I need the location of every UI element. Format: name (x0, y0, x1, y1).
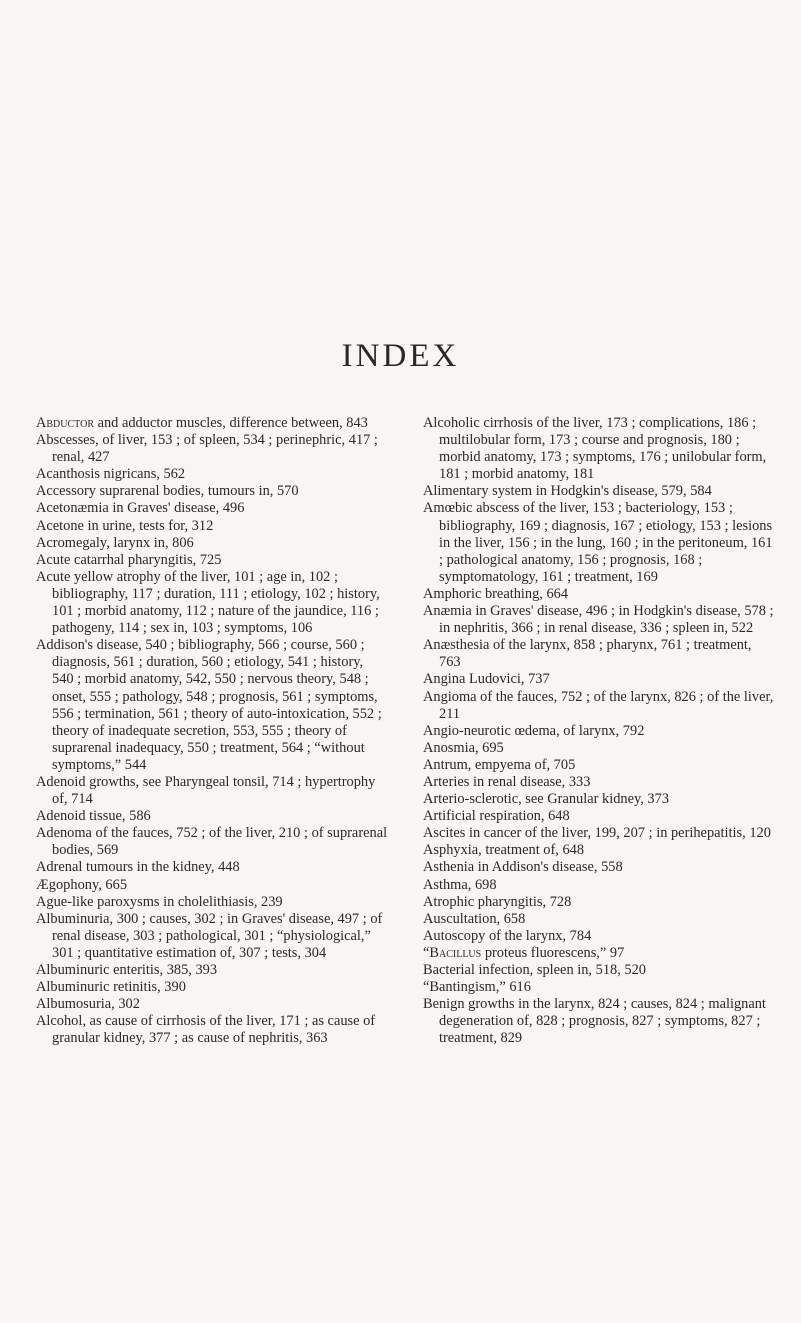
entry-head: Abductor (36, 415, 94, 431)
index-entry: Angina Ludovici, 737 (423, 671, 550, 688)
index-entry: Arteries in renal disease, 333 (423, 773, 591, 790)
index-entry: Albumosuria, 302 (36, 996, 140, 1013)
index-entry (423, 945, 775, 962)
index-entry: Alimentary system in Hodgkin's disease, 579, 584 (423, 483, 712, 500)
index-entry: Angioma of the fauces, 752 ; of the larynx, 826 ; of the liver, 211 (423, 688, 774, 722)
index-entry: Acanthosis nigricans, 562 (36, 466, 186, 483)
index-entry: Acetone in urine, tests for, 312 (36, 517, 214, 534)
index-entry: Benign growths in the larynx, 824 ; causes, 824 ; malignant degeneration of, 828 ; prognosis, 827 ; symptoms, 827 ; treatment, 829 (423, 996, 766, 1047)
index-entry: Asthenia in Addison's disease, 558 (423, 859, 623, 876)
index-entry: Acromegaly, larynx in, 806 (36, 534, 194, 551)
index-entry: Artificial respiration, 648 (423, 808, 570, 825)
index-entry: Antrum, empyema of, 705 (423, 756, 576, 773)
index-entry: Arterio-sclerotic, see Granular kidney, 373 (423, 791, 670, 808)
index-entry: Atrophic pharyngitis, 728 (423, 893, 572, 910)
index-entry: Ægophony, 665 (36, 876, 128, 893)
index-entry: Abscesses, of liver, 153 ; of spleen, 534 ; perinephric, 417 ; renal, 427 (36, 432, 378, 466)
index-entry: Anæsthesia of the larynx, 858 ; pharynx, 761 ; treatment, 763 (423, 637, 752, 671)
index-entry: Albuminuric enteritis, 385, 393 (36, 962, 218, 978)
index-column-right (423, 415, 775, 1047)
index-entry: Adenoma of the fauces, 752 ; of the liver, 210 ; of suprarenal bodies, 569 (36, 825, 388, 859)
index-entry: Angio-neurotic œdema, of larynx, 792 (423, 722, 645, 739)
entry-head: “Bacillus (423, 944, 482, 961)
index-entry: Adrenal tumours in the kidney, 448 (36, 859, 240, 876)
index-entry: Adenoid growths, see Pharyngeal tonsil, 714 ; hypertrophy of, 714 (36, 773, 376, 808)
index-entry: Adenoid tissue, 586 (36, 808, 151, 825)
index-entry: Autoscopy of the larynx, 784 (423, 927, 592, 944)
index-entry: Amphoric breathing, 664 (423, 585, 569, 602)
index-entry: Ascites in cancer of the liver, 199, 207 ; in perihepatitis, 120 (423, 825, 771, 842)
index-entry: Anosmia, 695 (423, 739, 504, 756)
index-entry: “Bantingism,” 616 (423, 979, 531, 996)
entry-text: and adductor muscles, difference between, 843 (94, 415, 368, 431)
index-entry: Acute yellow atrophy of the liver, 101 ; age in, 102 ; bibliography, 117 ; duration, 111 ; etiology, 102 ; history, 101 ; morbid anatomy, 112 ; nature of the jaundice, 116 ; pathogeny, 114 ; sex in, 103 ; symptoms, 106 (36, 568, 380, 637)
index-entry: Alcoholic cirrhosis of the liver, 173 ; complications, 186 ; multilobular form, 173 ; course and prognosis, 180 ; morbid anatomy, 173 ; symptoms, 176 ; unilobular form, 181 ; morbid anatomy, 181 (423, 415, 767, 483)
index-entry: Asthma, 698 (423, 876, 497, 893)
index-entry: Bacterial infection, spleen in, 518, 520 (423, 962, 646, 978)
index-entry: Alcohol, as cause of cirrhosis of the liver, 171 ; as cause of granular kidney, 377 ; as cause of nephritis, 363 (36, 1013, 376, 1047)
index-entry: Ague-like paroxysms in cholelithiasis, 239 (36, 893, 283, 910)
index-entry: Albuminuric retinitis, 390 (36, 979, 186, 996)
index-entry: Albuminuria, 300 ; causes, 302 ; in Graves' disease, 497 ; of renal disease, 303 ; pathological, 301 ; “physiological,” 301 ; quantitative estimation of, 307 ; tests, 304 (36, 910, 383, 961)
index-entry: Acetonæmia in Graves' disease, 496 (36, 500, 245, 517)
index-entry: Anæmia in Graves' disease, 496 ; in Hodgkin's disease, 578 ; in nephritis, 366 ; in renal disease, 336 ; spleen in, 522 (423, 603, 774, 637)
index-entry: Auscultation, 658 (423, 910, 526, 927)
index-entry: Asphyxia, treatment of, 648 (423, 842, 585, 859)
index-entry: Addison's disease, 540 ; bibliography, 566 ; course, 560 ; diagnosis, 561 ; duration, 560 ; etiology, 541 ; history, 540 ; morbid anatomy, 542, 550 ; nervous theory, 548 ; onset, 555 ; pathology, 548 ; prognosis, 561 ; symptoms, 556 ; termination, 561 ; theory of auto-intoxication, 552 ; theory of inadequate secretion, 553, 555 ; theory of suprarenal inadequacy, 550 ; treatment, 564 ; “without symptoms,” 544 (36, 637, 382, 773)
page-title: INDEX (341, 338, 460, 374)
index-column-left (36, 415, 388, 1047)
entry-text: proteus fluorescens,” 97 (481, 944, 625, 961)
index-entry: Accessory suprarenal bodies, tumours in, 570 (36, 483, 299, 500)
index-entry: Acute catarrhal pharyngitis, 725 (36, 551, 222, 568)
index-entry (36, 415, 388, 432)
index-entry: Amœbic abscess of the liver, 153 ; bacteriology, 153 ; bibliography, 169 ; diagnosis, 167 ; etiology, 153 ; lesions in the liver, 156 ; in the lung, 160 ; in the peritoneum, 161 ; pathological anatomy, 156 ; prognosis, 168 ; symptomatology, 161 ; treatment, 169 (423, 500, 773, 585)
